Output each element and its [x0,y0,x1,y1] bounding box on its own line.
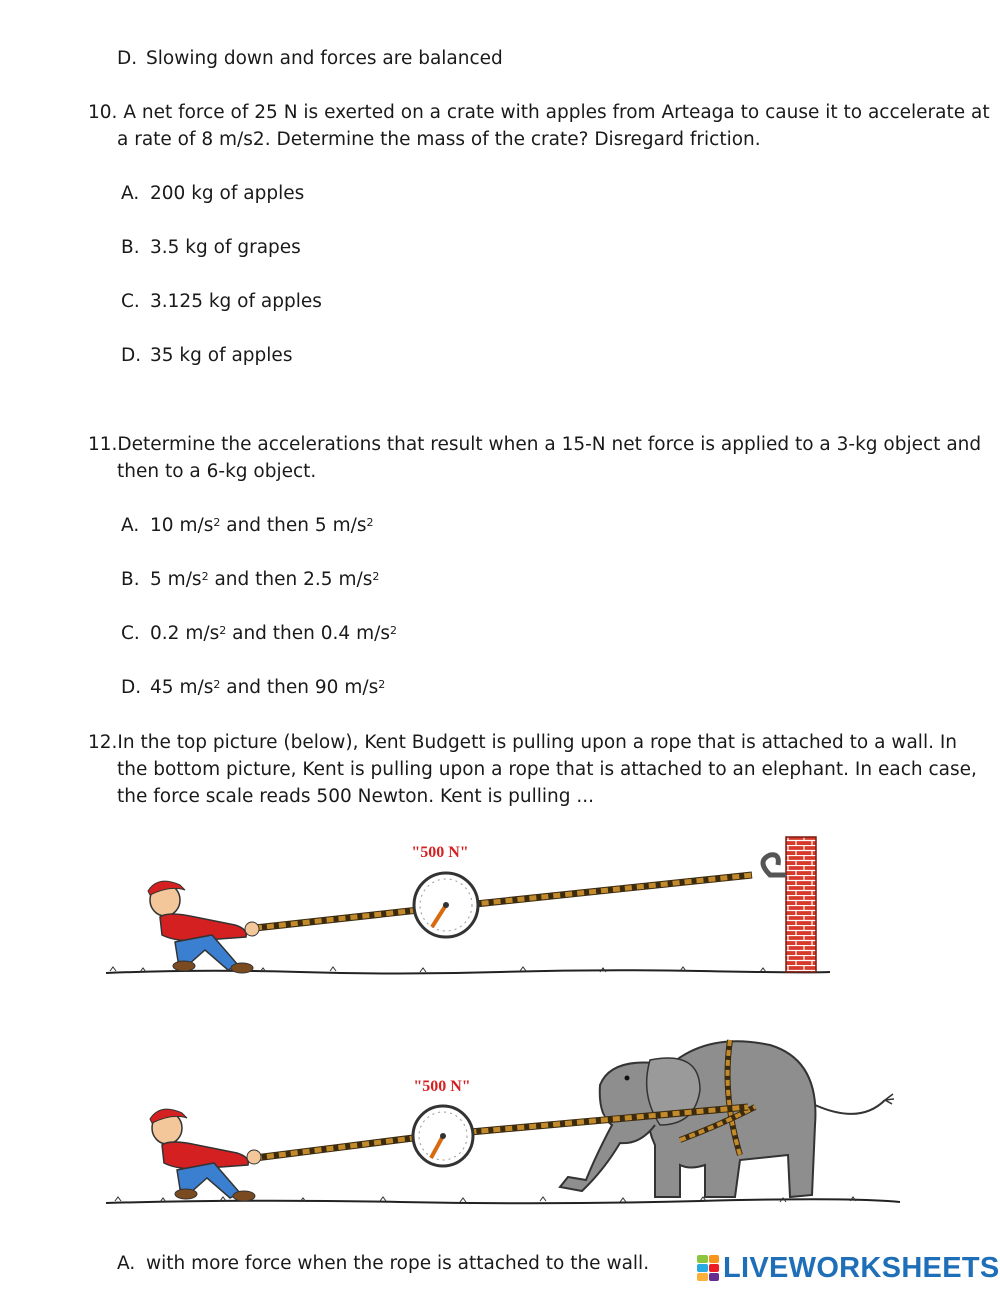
question-text: In the top picture (below), Kent Budgett is pulling upon a rope that is attached to a wall. In [117,732,958,753]
prev-option-d[interactable] [117,45,503,72]
option-text: 35 kg of apples [150,345,293,366]
exponent: 2 [201,570,209,583]
person-top [148,881,259,973]
logo-blocks-icon [697,1255,719,1281]
option-text: 3.125 kg of apples [150,291,322,312]
question-12-line3: the force scale reads 500 Newton. Kent is pulling ... [117,786,595,807]
q11-option-a[interactable] [121,512,373,539]
scale-label-bottom: "500 N" [413,1078,471,1095]
brick-wall [786,837,816,972]
connector: and then [214,569,298,590]
option-letter: B. [121,569,140,590]
option-letter: D. [117,48,138,69]
option-text: Slowing down and forces are balanced [146,48,503,69]
q11-option-d[interactable] [121,674,385,701]
option-letter: D. [121,345,142,366]
top-scene [106,837,830,974]
exponent: 2 [390,624,397,637]
unit: m/s [179,677,214,698]
unit: m/s [332,515,367,536]
unit: m/s [356,623,390,644]
wall-hook [763,855,786,875]
option-letter: A. [121,515,140,536]
value-1: 10 [150,515,174,536]
option-letter: A. [121,183,140,204]
question-text: A net force of 25 N is exerted on a crate with apples from Arteaga to cause it to accelerate at [123,102,990,123]
value-1: 45 [150,677,174,698]
q10-option-a[interactable] [121,180,304,207]
exponent: 2 [219,624,227,637]
q11-option-b[interactable] [121,566,379,593]
value-2: 90 [314,677,339,698]
exponent: 2 [213,678,221,691]
q10-option-c[interactable] [121,288,322,315]
value-1: 5 [150,569,162,590]
unit: m/s [338,569,373,590]
q11-option-c[interactable] [121,620,397,647]
scale-label-top: "500 N" [411,844,469,861]
question-10-line1 [88,99,990,126]
question-number: 11. [88,434,118,455]
exponent: 2 [366,516,374,529]
option-letter: C. [121,623,140,644]
question-number: 12. [88,732,118,753]
unit: m/s [179,515,214,536]
q10-option-d[interactable] [121,342,292,369]
question-12-line1 [88,729,957,756]
connector: and then [232,623,315,644]
force-scale-top [414,873,478,937]
connector: and then [226,677,310,698]
question-11-line2: then to a 6-kg object. [117,461,317,482]
value-1: 0.2 [150,623,180,644]
unit: m/s [185,623,220,644]
person-bottom [150,1109,261,1201]
option-letter: C. [121,291,140,312]
option-letter: D. [121,677,142,698]
question-number: 10. [88,102,118,123]
question-12-line2: the bottom picture, Kent is pulling upon a rope that is attached to an elephant. In each case, [117,759,977,780]
option-letter: B. [121,237,140,258]
value-2: 0.4 [320,623,351,644]
option-text: 200 kg of apples [150,183,305,204]
option-text: with more force when the rope is attached to the wall. [146,1253,650,1274]
bottom-scene [106,1040,900,1203]
connector: and then [226,515,310,536]
option-letter: A. [117,1253,136,1274]
unit: m/s [167,569,202,590]
value-2: 2.5 [303,569,333,590]
force-scale-bottom [413,1106,473,1166]
option-text: 3.5 kg of grapes [150,237,301,258]
tug-of-war-illustration [0,825,1000,1225]
question-11-line1 [88,431,981,458]
q10-option-b[interactable] [121,234,301,261]
liveworksheets-logo [697,1251,1000,1285]
exponent: 2 [372,570,380,583]
q12-option-a[interactable] [117,1250,649,1277]
exponent: 2 [213,516,221,529]
brand-name: LIVEWORKSHEETS [723,1251,1000,1284]
question-10-line2: a rate of 8 m/s2. Determine the mass of the crate? Disregard friction. [117,129,761,150]
value-2: 5 [314,515,327,536]
unit: m/s [344,677,379,698]
question-text: Determine the accelerations that result when a 15-N net force is applied to a 3-kg object and [117,434,982,455]
exponent: 2 [378,678,386,691]
